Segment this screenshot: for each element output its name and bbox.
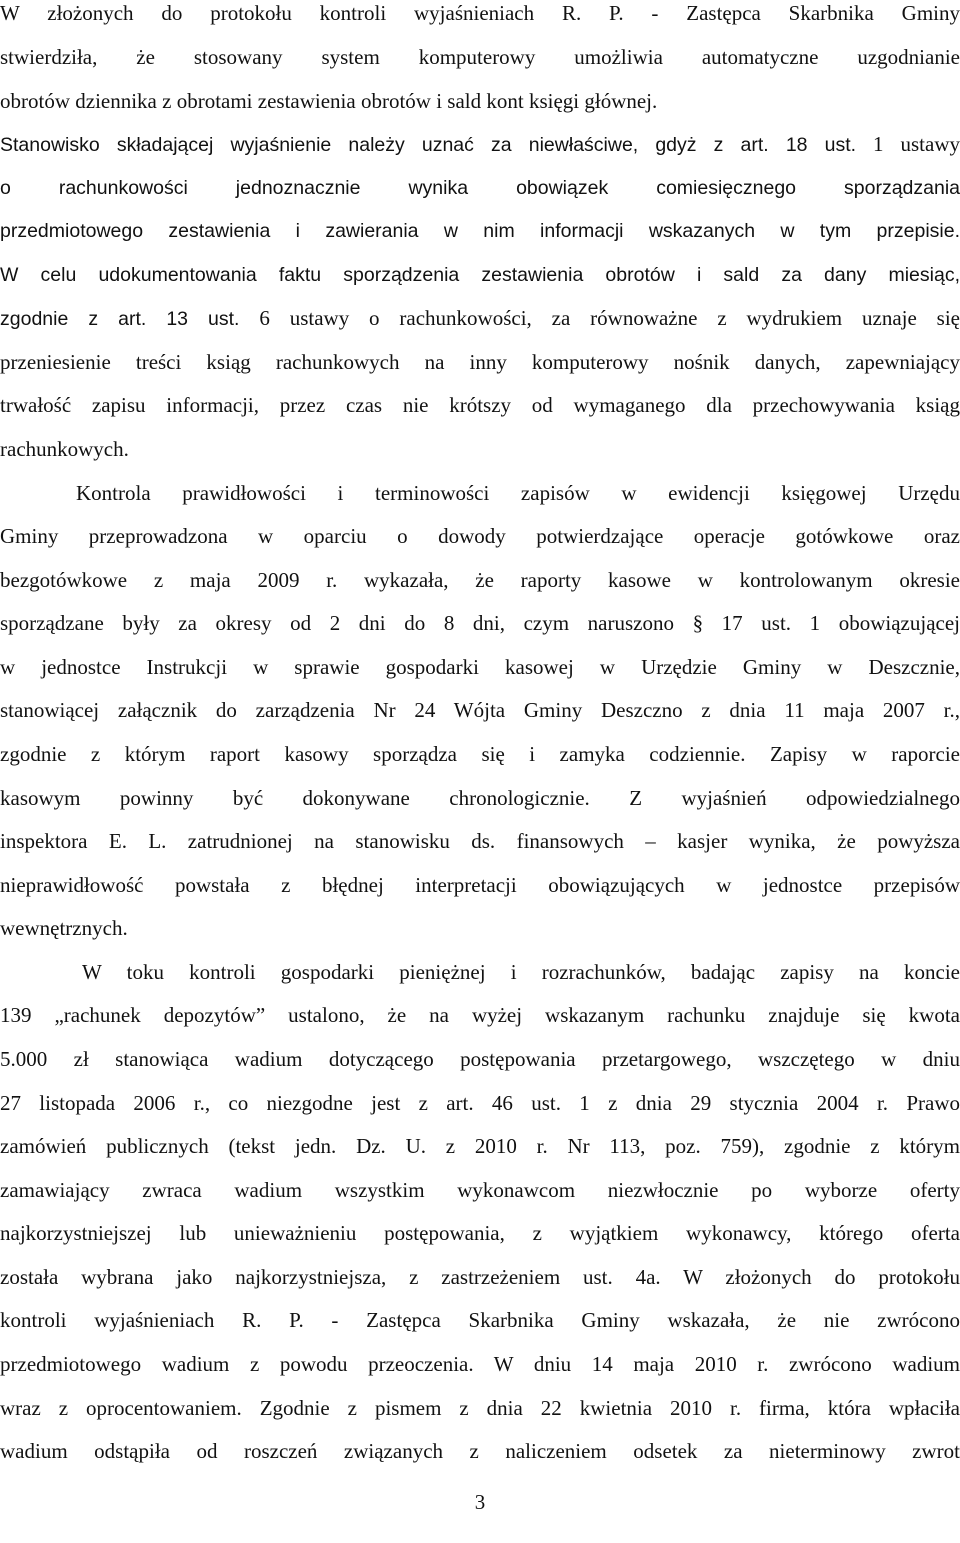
text-line: kasowym powinny być dokonywane chronologicznie. Z wyjaśnień odpowiedzialnego xyxy=(0,786,960,810)
text-line: wewnętrznych. xyxy=(0,916,128,940)
text-line: przedmiotowego wadium z powodu przeoczenia. W dniu 14 maja 2010 r. zwrócono wadium xyxy=(0,1352,960,1376)
text-line: bezgotówkowe z maja 2009 r. wykazała, że raporty kasowe w kontrolowanym okresie xyxy=(0,568,960,592)
text-line: została wybrana jako najkorzystniejsza, z zastrzeżeniem ust. 4a. W złożonych do protokołu xyxy=(0,1265,960,1289)
text-line: 27 listopada 2006 r., co niezgodne jest z art. 46 ust. 1 z dnia 29 stycznia 2004 r. Prawo xyxy=(0,1091,960,1115)
text-line: W złożonych do protokołu kontroli wyjaśnieniach R. P. - Zastępca Skarbnika Gminy xyxy=(0,1,960,25)
text-segment: Stanowisko składającej wyjaśnienie należy uznać za niewłaściwe, gdyż z art. 18 ust. xyxy=(0,134,857,156)
text-segment: zgodnie z art. 13 ust. xyxy=(0,308,240,330)
text-line: zamówień publicznych (tekst jedn. Dz. U. z 2010 r. Nr 113, poz. 759), zgodnie z którym xyxy=(0,1134,960,1158)
text-line: o rachunkowości jednoznacznie wynika obowiązek comiesięcznego sporządzania xyxy=(0,177,960,199)
text-line: stanowiącej załącznik do zarządzenia Nr 24 Wójta Gminy Deszczno z dnia 11 maja 2007 r., xyxy=(0,698,960,722)
text-line: Gminy przeprowadzona w oparciu o dowody potwierdzające operacje gotówkowe oraz xyxy=(0,524,960,548)
text-line: kontroli wyjaśnieniach R. P. - Zastępca Skarbnika Gminy wskazała, że nie zwrócono xyxy=(0,1308,960,1332)
text-line: zgodnie z którym raport kasowy sporządza się i zamyka codziennie. Zapisy w raporcie xyxy=(0,742,960,766)
text-line: Kontrola prawidłowości i terminowości zapisów w ewidencji księgowej Urzędu xyxy=(76,481,960,505)
text-line: trwałość zapisu informacji, przez czas nie krótszy od wymaganego dla przechowywania ksiąg xyxy=(0,393,960,417)
text-line: najkorzystniejszej lub unieważnieniu postępowania, z wyjątkiem wykonawcy, którego oferta xyxy=(0,1221,960,1245)
text-line: nieprawidłowość powstała z błędnej interpretacji obowiązujących w jednostce przepisów xyxy=(0,873,960,897)
text-line: W celu udokumentowania faktu sporządzenia zestawienia obrotów i sald za dany miesiąc, xyxy=(0,264,960,286)
text-line: obrotów dziennika z obrotami zestawienia obrotów i sald kont księgi głównej. xyxy=(0,89,658,113)
text-line: wadium odstąpiła od roszczeń związanych z naliczeniem odsetek za nieterminowy zwrot xyxy=(0,1439,960,1463)
text-line xyxy=(0,122,960,166)
text-line: stwierdziła, że stosowany system komputerowy umożliwia automatyczne uzgodnianie xyxy=(0,45,960,69)
text-line: 5.000 zł stanowiąca wadium dotyczącego postępowania przetargowego, wszczętego w dniu xyxy=(0,1047,960,1071)
text-line: zamawiający zwraca wadium wszystkim wykonawcom niezwłocznie po wyborze oferty xyxy=(0,1178,960,1202)
text-line xyxy=(0,296,960,340)
text-line: rachunkowych. xyxy=(0,437,129,461)
text-line: W toku kontroli gospodarki pieniężnej i rozrachunków, badając zapisy na koncie xyxy=(82,960,960,984)
text-segment: 6 ustawy o rachunkowości, za równoważne z wydrukiem uznaje się xyxy=(239,306,960,330)
text-line: w jednostce Instrukcji w sprawie gospodarki kasowej w Urzędzie Gminy w Deszcznie, xyxy=(0,655,960,679)
text-line: przedmiotowego zestawienia i zawierania w nim informacji wskazanych w tym przepisie. xyxy=(0,220,960,242)
text-line: 139 „rachunek depozytów” ustalono, że na wyżej wskazanym rachunku znajduje się kwota xyxy=(0,1003,960,1027)
text-line: inspektora E. L. zatrudnionej na stanowisku ds. finansowych – kasjer wynika, że powyższa xyxy=(0,829,960,853)
text-line: wraz z oprocentowaniem. Zgodnie z pismem z dnia 22 kwietnia 2010 r. firma, która wpłaciła xyxy=(0,1396,960,1420)
text-line: sporządzane były za okresy od 2 dni do 8 dni, czym naruszono § 17 ust. 1 obowiązującej xyxy=(0,611,960,635)
text-line: przeniesienie treści ksiąg rachunkowych na inny komputerowy nośnik danych, zapewniający xyxy=(0,350,960,374)
page-number: 3 xyxy=(474,1490,486,1514)
text-segment: 1 ustawy xyxy=(856,132,960,156)
